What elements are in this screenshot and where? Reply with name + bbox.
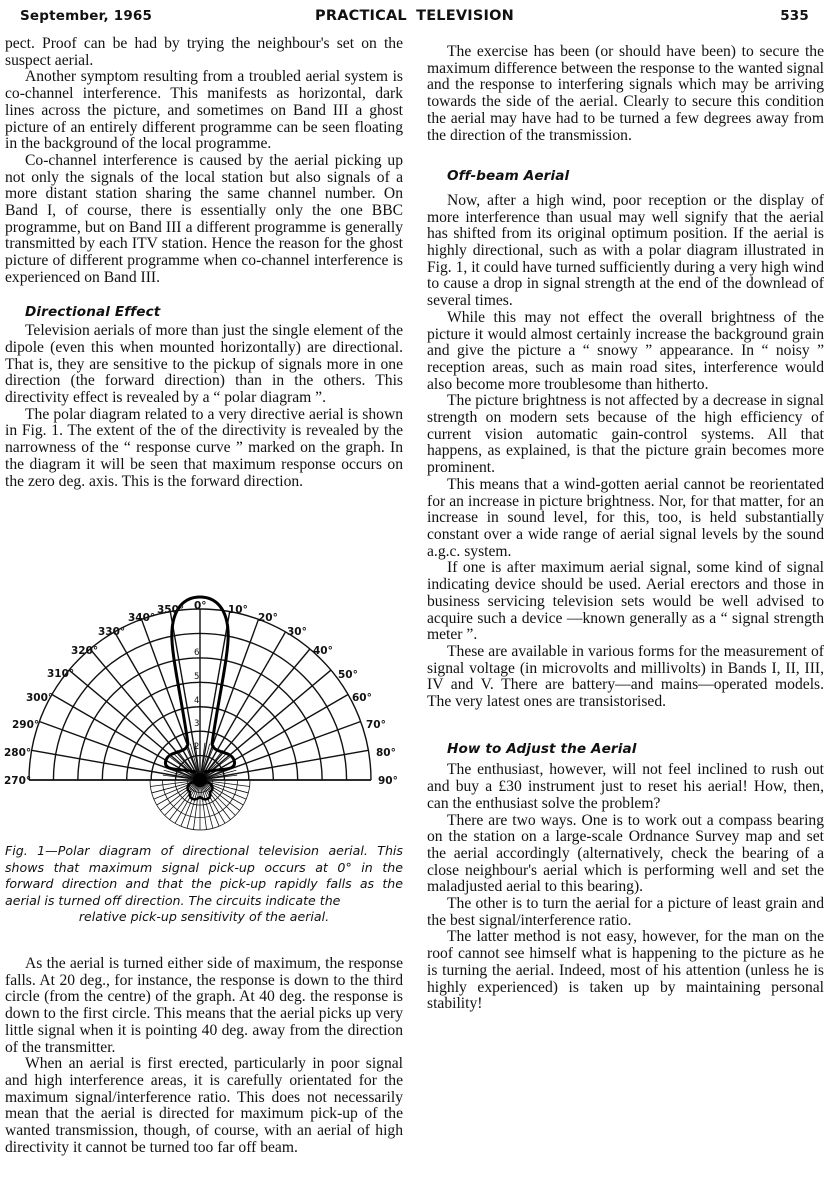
paragraph: As the aerial is turned either side of maximum, the response falls. At 20 deg., for instance, the response is down to the third circle (from the centre) of the graph. At 40 deg. the response is down to the first circle. This means that the aerial picks up very little signal when it is pointing 40 deg. away from the direction of the transmitter.: [5, 955, 403, 1056]
angle-label-270: 270°: [4, 775, 32, 787]
angle-label-20: 20°: [258, 612, 278, 624]
paragraph: Television aerials of more than just the single element of the dipole (even this when mounted horizontally) are directional. That is, they are sensitive to the pickup of signals more in one direction (the forward direction) than in the others. This directivity effect is revealed by a “ polar diagram ”.: [5, 322, 403, 407]
left-column-lower: [5, 956, 403, 1156]
ring-label-4: 4: [194, 696, 200, 706]
angle-label-310: 310°: [47, 668, 75, 680]
paragraph: Now, after a high wind, poor reception or the display of more interference than usual may well signify that the aerial has shifted from its original optimum position. If the aerial is highly directional, such as with a polar diagram illustrated in Fig. 1, it could have turned sufficiently during a very high wind to cause a drop in signal strength at the end of the downlead of several times.: [427, 191, 824, 310]
angle-label-80: 80°: [376, 747, 396, 759]
paragraph: While this may not effect the overall brightness of the picture it would almost certainly increase the background grain and give the picture a “ snowy ” appearance. In “ noisy ” reception areas, such as main road sites, interference would also become more troublesome than hitherto.: [427, 308, 824, 393]
angle-label-0: 0°: [194, 600, 207, 612]
paragraph: This means that a wind-gotten aerial cannot be reorientated for an increase in picture brightness. Nor, for that matter, for an increase in sound level, for this, too, is held substantially constant over a wide range of aerial signal levels by the sound a.g.c. system.: [427, 475, 824, 560]
ring-label-2: 2: [194, 742, 200, 752]
page-header: [0, 0, 829, 30]
page-number: 535: [780, 8, 809, 24]
paragraph: Co-channel interference is caused by the aerial picking up not only the signals of the local station but also signals of a more distant station sharing the same channel number. On Band I, of course, there is essentially only the one BBC programme, but on Band III a different programme is generally transmitted by each ITV station. Hence the reason for the ghost picture of different programme when co-channel interference is experienced on Band III.: [5, 151, 403, 286]
ring-label-3: 3: [194, 719, 200, 729]
paragraph: pect. Proof can be had by trying the neighbour's set on the suspect aerial.: [5, 35, 403, 69]
angle-label-60: 60°: [352, 692, 372, 704]
angle-label-350: 350°: [157, 604, 185, 616]
paragraph: The picture brightness is not affected by a decrease in signal strength on modern sets because of the high efficiency of current vision automatic gain-control systems. All that happens, as explained, is that the picture grain becomes more prominent.: [427, 392, 824, 477]
angle-label-50: 50°: [338, 669, 358, 681]
ring-label-6: 6: [194, 648, 200, 658]
issue-date: September, 1965: [20, 8, 153, 24]
paragraph: There are two ways. One is to work out a compass bearing on the station on a large-scale Ordnance Survey map and set the aerial accordingly (alternatively, check the bearing of a close neighbour's aerial which is performing well and set the maladjusted aerial to this bearing).: [427, 811, 824, 896]
angle-label-330: 330°: [98, 626, 126, 638]
paragraph: The latter method is not easy, however, for the man on the roof cannot see himself what is happening to the picture as he is turning the aerial. Indeed, most of his attention (unless he is highly experienced) is taken up by maintaining personal stability!: [427, 928, 824, 1013]
section-heading-directional-effect: Directional Effect: [25, 303, 161, 320]
angle-label-290: 290°: [12, 719, 40, 731]
caption-text-last-line: relative pick-up sensitivity of the aerial.: [78, 909, 330, 925]
angle-label-280: 280°: [4, 747, 32, 759]
angle-label-90: 90°: [378, 775, 398, 787]
section-heading-how-to-adjust: How to Adjust the Aerial: [447, 740, 637, 757]
right-column: [427, 44, 824, 1013]
angle-label-320: 320°: [71, 645, 99, 657]
angle-label-40: 40°: [313, 645, 333, 657]
paragraph: When an aerial is first erected, particularly in poor signal and high interference areas, it is carefully orientated for the maximum signal/interference ratio. This does not necessarily mean that the aerial is directed for maximum pick-up of the wanted transmission, though, of course, with an aerial of high directivity it cannot be turned too far off beam.: [5, 1055, 403, 1156]
left-column: [5, 36, 403, 490]
section-heading-off-beam-aerial: Off-beam Aerial: [447, 168, 570, 185]
angle-label-30: 30°: [287, 626, 307, 638]
paragraph: Another symptom resulting from a troubled aerial system is co-channel interference. This manifests as horizontal, dark lines across the picture, and sometimes on Band III a ghost picture of an entirely different programme can be seen floating in the background of the local programme.: [5, 68, 403, 153]
paragraph: These are available in various forms for the measurement of signal voltage (in microvolts and millivolts) in Bands I, II, III, IV and V. There are battery—and mains—operated models. The very latest ones are transistorised.: [427, 642, 824, 711]
ring-label-5: 5: [194, 672, 200, 682]
angle-label-70: 70°: [366, 719, 386, 731]
polar-diagram: [0, 588, 415, 840]
paragraph: The other is to turn the aerial for a picture of least grain and the best signal/interference ratio.: [427, 895, 824, 929]
angle-label-340: 340°: [128, 612, 156, 624]
figure-caption: [5, 843, 403, 926]
paragraph: If one is after maximum aerial signal, some kind of signal indicating device should be used. Aerial erectors and those in business servicing television sets would be well advised to acquire such a device —known generally as a “ signal strength meter ”.: [427, 559, 824, 644]
angle-label-300: 300°: [26, 692, 54, 704]
caption-text: Fig. 1—Polar diagram of directional television aerial. This shows that maximum signal pick-up occurs at 0° in the forward direction and that the pick-up rapidly falls as the aerial is turned off direction. The circuits indicate the: [5, 843, 403, 908]
magazine-title: PRACTICAL TELEVISION: [315, 8, 514, 24]
paragraph: The enthusiast, however, will not feel inclined to rush out and buy a £30 instrument just to reset his aerial! How, then, can the enthusiast solve the problem?: [427, 761, 824, 812]
paragraph: The polar diagram related to a very directive aerial is shown in Fig. 1. The extent of the of the directivity is revealed by the narrowness of the “ response curve ” marked on the graph. In the diagram it will be seen that maximum response occurs on the zero deg. axis. This is the forward direction.: [5, 405, 403, 490]
paragraph: The exercise has been (or should have been) to secure the maximum difference between the response to the wanted signal and the response to interfering signals which may be arriving towards the side of the aerial. Clearly to secure this condition the aerial may have had to be turned a few degrees away from the direction of the transmission.: [427, 43, 824, 144]
angle-label-10: 10°: [228, 604, 248, 616]
polar-diagram-figure: [0, 588, 415, 840]
